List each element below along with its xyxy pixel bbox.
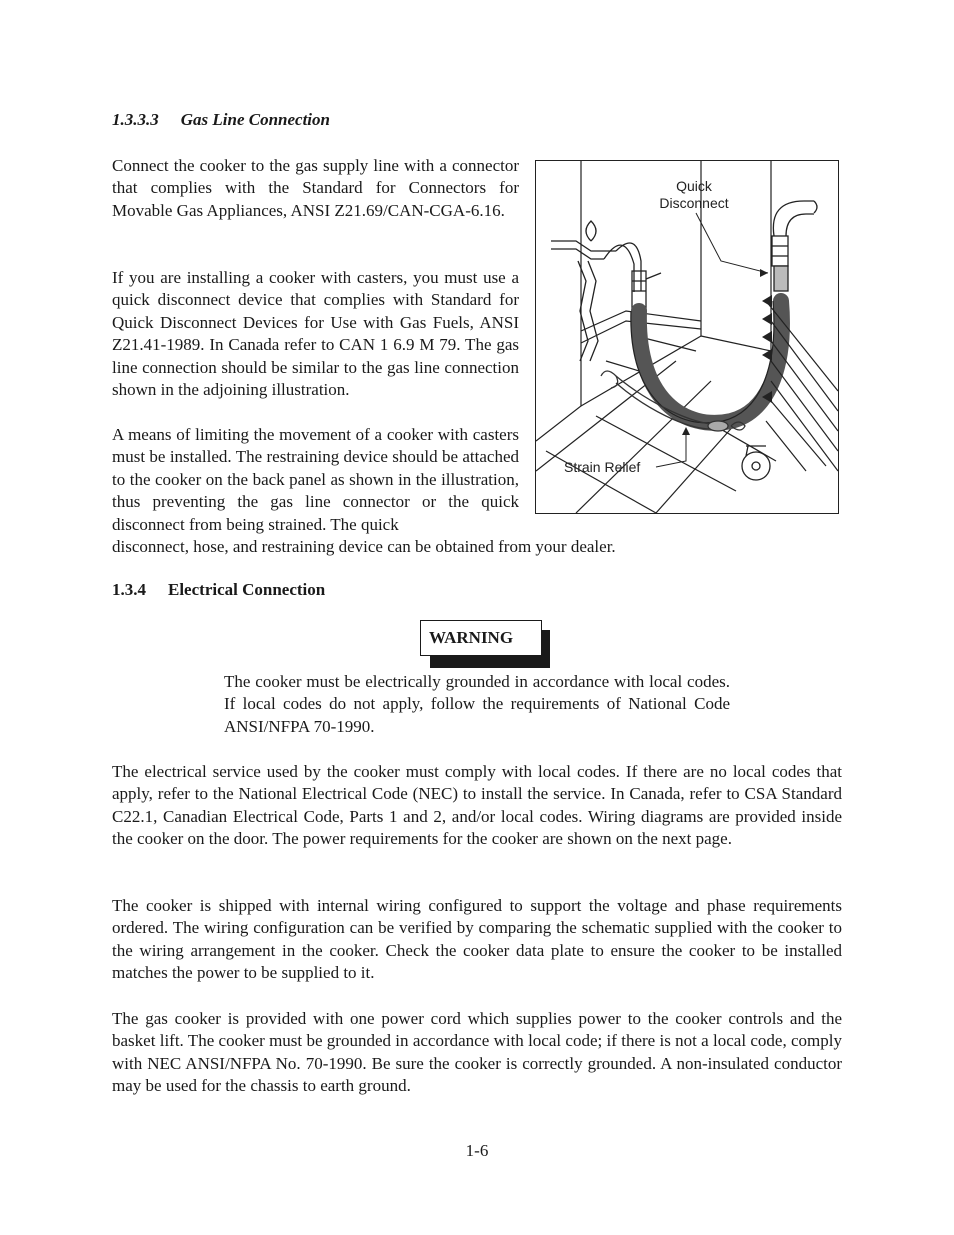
paragraph-power-cord: The gas cooker is provided with one power cord which supplies power to the cooker controls and the basket lift. The cooker must be grounded in accordance with local code; if there is not a local code, comply with NEC ANSI/NFPA No. 70-1990. Be sure the cooker is correctly grounded. A non-insulated conductor may be used for the chassis to earth ground. xyxy=(112,1009,842,1096)
section-title: Electrical Connection xyxy=(168,580,326,599)
label-disconnect: Disconnect xyxy=(659,195,729,211)
warning-text: The cooker must be electrically grounded in accordance with local codes. If local codes do not apply, follow the requirements of National Code ANSI/NFPA 70-1990. xyxy=(224,672,730,736)
section-heading-electrical xyxy=(112,580,325,600)
warning-label: WARNING xyxy=(420,620,542,656)
paragraph-quick-disconnect: If you are installing a cooker with casters, you must use a quick disconnect device that complies with Standard for Quick Disconnect Devices for Use with Gas Fuels, ANSI Z21.41-1989. In Canada refer to CAN 1 6.9 M 79. The gas line connection should be similar to the gas line connection shown in the adjoining illustration. xyxy=(112,268,519,400)
quick-disconnect-icon xyxy=(772,201,817,291)
paragraph-internal-wiring: The cooker is shipped with internal wiring configured to support the voltage and phase requirements ordered. The wiring configuration can be verified by comparing the schematic supplied with the cooker to the wiring arrangement in the cooker. Check the cooker data plate to ensure the cooker to be installed matches the power to be supplied to it. xyxy=(112,896,842,983)
paragraph-restraint-continued: disconnect, hose, and restraining device can be obtained from your dealer. xyxy=(112,537,616,556)
page-number: 1-6 xyxy=(465,1141,489,1160)
section-number: 1.3.3.3 xyxy=(112,110,159,129)
caster-wheel-icon xyxy=(742,446,770,480)
paragraph-electrical-service: The electrical service used by the cooker must comply with local codes. If there are no local codes that apply, refer to the National Electrical Code (NEC) to install the service. In Canada, refer to CSA Standard C22.1, Canadian Electrical Code, Parts 1 and 2, and/or local codes. Wiring diagrams are provided inside the cooker on the door. The power requirements for the cooker are shown on the next page. xyxy=(112,762,842,849)
gas-connection-illustration xyxy=(535,160,839,514)
section-title: Gas Line Connection xyxy=(180,110,330,129)
section-heading-gas-line xyxy=(112,110,330,130)
label-strain-relief: Strain Relief xyxy=(564,459,641,475)
paragraph-restraint: A means of limiting the movement of a cooker with casters must be installed. The restraining device should be attached to the cooker on the back panel as shown in the illustration, thus preventing the gas line connector or the quick disconnect from being strained. The quick xyxy=(112,425,519,534)
paragraph-connector: Connect the cooker to the gas supply line with a connector that complies with the Standard for Connectors for Movable Gas Appliances, ANSI Z21.69/CAN-CGA-6.16. xyxy=(112,156,519,220)
section-number: 1.3.4 xyxy=(112,580,146,599)
warning-callout xyxy=(420,620,550,668)
label-quick: Quick xyxy=(676,178,712,194)
